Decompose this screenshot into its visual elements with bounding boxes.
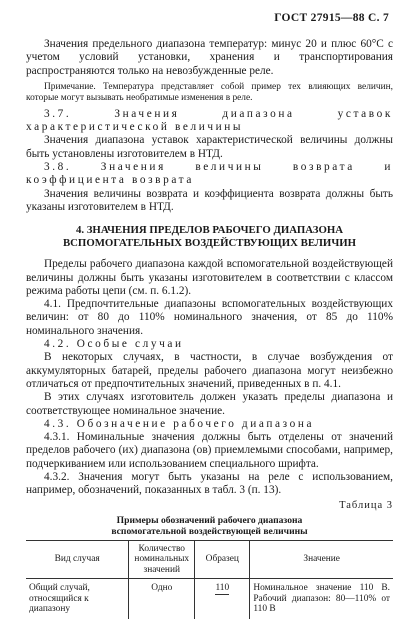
section-4-title-line1: 4. ЗНАЧЕНИЯ ПРЕДЕЛОВ РАБОЧЕГО ДИАПАЗОНА xyxy=(75,224,344,237)
section-4-3-heading: 4.3. Обозначение рабочего диапазона xyxy=(44,417,315,430)
section-3-7-heading: 3.7. Значения диапазона уставок характеристической величины xyxy=(26,107,393,134)
paragraph-4-2-b: В этих случаях изготовитель должен указать пределы диапазона и соответствующее номинальное значение. xyxy=(26,391,393,417)
column-header-case: Вид случая xyxy=(26,540,129,579)
section-4-title-line2: ВСПОМОГАТЕЛЬНЫХ ВОЗДЕЙСТВУЮЩИХ ВЕЛИЧИН xyxy=(62,237,357,250)
paragraph-4-3-2: 4.3.2. Значения могут быть указаны на реле с использованием, например, обозначений, показанных в табл. 3 (п. 13). xyxy=(26,471,393,497)
paragraph-4-3-1: 4.3.1. Номинальные значения должны быть отделены от значений пределов рабочего (их) диапазона (ов) приемлемыми способами, например, подчеркиванием или использованием специального шрифта. xyxy=(26,431,393,470)
paragraph-4-intro: Пределы рабочего диапазона каждой вспомогательной воздействующей величины должны быть указаны изготовителем в соответствии с классом режима работы цепи (см. п. 6.1.2). xyxy=(26,258,393,297)
cell-value: Номинальное значение 110 В. Рабочий диапазон: 80—110% от 110 В xyxy=(250,579,393,619)
paragraph-4-1: 4.1. Предпочтительные диапазоны вспомогательных воздействующих величин: от 80 до 110% номинального значения, от 85 до 110% номинального значения. xyxy=(26,298,393,337)
cell-count: Одно xyxy=(129,579,195,619)
designation-table xyxy=(26,540,393,619)
column-header-sample: Образец xyxy=(195,540,250,579)
table-title-line2: вспомогательной воздействующей величины xyxy=(111,525,308,537)
note-paragraph: Примечание. Температура представляет собой пример тех влияющих величин, которые могут вызывать необратимые изменения в реле. xyxy=(26,81,393,103)
column-header-value: Значение xyxy=(250,540,393,579)
cell-sample: 110 xyxy=(215,583,230,594)
table-title-line1: Примеры обозначений рабочего диапазона xyxy=(116,514,303,526)
table-row xyxy=(26,579,393,619)
cell-case: Общий случай, относящийся к диапазону xyxy=(29,583,90,615)
cell-sample-wrapper xyxy=(195,579,250,619)
page-header: ГОСТ 27915—88 С. 7 xyxy=(274,12,389,24)
paragraph-3-7: Значения диапазона уставок характеристической величины должны быть установлены изготовителем в НТД. xyxy=(26,134,393,160)
table-header-row xyxy=(26,540,393,579)
table-label: Таблица 3 xyxy=(339,499,393,511)
paragraph-temperature-range: Значения предельного диапазона температур: минус 20 и плюс 60°С с учетом условий установки, хранения и транспортирования распространяются только на невозбужденные реле. xyxy=(26,38,393,77)
column-header-count: Количество номинальных значений xyxy=(129,540,195,579)
paragraph-3-8: Значения величины возврата и коэффициента возврата должны быть указаны изготовителем в НТД. xyxy=(26,187,393,213)
section-4-2-heading: 4.2. Особые случаи xyxy=(44,338,184,351)
section-3-8-heading: 3.8. Значения величины возврата и коэффициента возврата xyxy=(26,161,393,187)
paragraph-4-2-a: В некоторых случаях, в частности, в случае возбуждения от аккумуляторных батарей, пределы рабочего диапазона могут неизбежно отличаться от предпочтительных значений, приведенных в п. 4.1. xyxy=(26,351,393,390)
page-content xyxy=(26,38,393,619)
